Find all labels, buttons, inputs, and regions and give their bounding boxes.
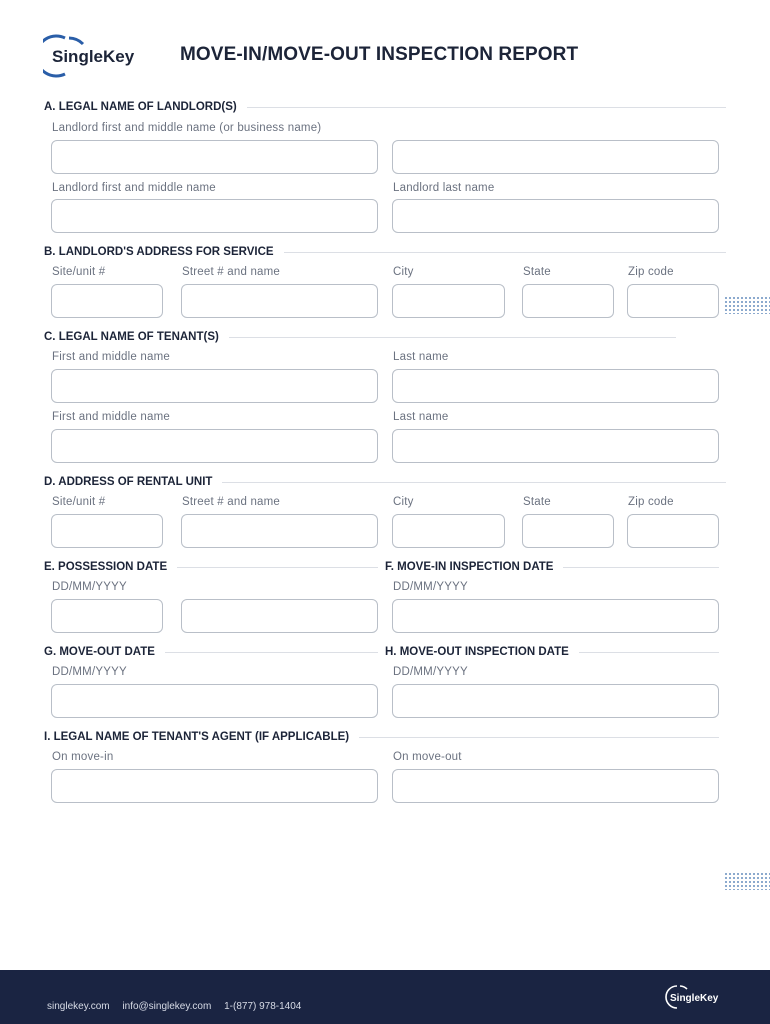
possession-date-input[interactable] <box>51 599 163 633</box>
possession-date-format: DD/MM/YYYY <box>52 581 127 593</box>
tenant-first-name-input[interactable] <box>51 369 378 403</box>
rental-street-label: Street # and name <box>182 496 281 508</box>
landlord-last-name-label: Landlord last name <box>393 182 495 194</box>
move-out-date-input[interactable] <box>51 684 378 718</box>
agent-move-in-label: On move-in <box>52 751 114 763</box>
tenant-first-name-label: First and middle name <box>52 351 170 363</box>
landlord-site-input[interactable] <box>51 284 163 318</box>
landlord-city-input[interactable] <box>392 284 505 318</box>
rental-state-input[interactable] <box>522 514 614 548</box>
landlord-state-label: State <box>523 266 551 278</box>
footer-phone: 1-(877) 978-1404 <box>224 1001 302 1012</box>
landlord-first-name-input[interactable] <box>51 199 378 233</box>
section-b-heading: B. LANDLORD'S ADDRESS FOR SERVICE <box>44 246 726 258</box>
possession-date-input-2[interactable] <box>181 599 378 633</box>
rental-site-input[interactable] <box>51 514 163 548</box>
move-in-inspection-date-format: DD/MM/YYYY <box>393 581 468 593</box>
landlord-last-name-input[interactable] <box>392 199 719 233</box>
footer-email-link[interactable]: info@singlekey.com <box>122 1001 212 1012</box>
section-d-heading: D. ADDRESS OF RENTAL UNIT <box>44 476 726 488</box>
footer-website-link[interactable]: singlekey.com <box>47 1001 110 1012</box>
section-h-heading: H. MOVE-OUT INSPECTION DATE <box>385 646 719 658</box>
tenant2-first-name-label: First and middle name <box>52 411 170 423</box>
rental-city-label: City <box>393 496 414 508</box>
landlord-zip-label: Zip code <box>628 266 674 278</box>
rental-street-input[interactable] <box>181 514 378 548</box>
section-g-heading: G. MOVE-OUT DATE <box>44 646 378 658</box>
landlord-state-input[interactable] <box>522 284 614 318</box>
rental-zip-label: Zip code <box>628 496 674 508</box>
singlekey-logo <box>43 34 153 78</box>
section-i-heading: I. LEGAL NAME OF TENANT'S AGENT (IF APPLICABLE) <box>44 731 719 743</box>
page-title: MOVE-IN/MOVE-OUT INSPECTION REPORT <box>180 44 579 65</box>
landlord-business-name-input[interactable] <box>51 140 378 174</box>
agent-move-out-input[interactable] <box>392 769 719 803</box>
landlord-first-name-label-2: Landlord first and middle name <box>52 182 216 194</box>
landlord-street-input[interactable] <box>181 284 378 318</box>
rental-site-label: Site/unit # <box>52 496 106 508</box>
landlord-site-label: Site/unit # <box>52 266 106 278</box>
footer-logo-text: SingleKey <box>670 993 719 1004</box>
landlord-city-label: City <box>393 266 414 278</box>
landlord-street-label: Street # and name <box>182 266 281 278</box>
section-a-heading: A. LEGAL NAME OF LANDLORD(S) <box>44 101 726 113</box>
move-in-inspection-date-input[interactable] <box>392 599 719 633</box>
section-f-heading: F. MOVE-IN INSPECTION DATE <box>385 561 719 573</box>
agent-move-out-label: On move-out <box>393 751 462 763</box>
tenant2-last-name-label: Last name <box>393 411 449 423</box>
move-out-inspection-date-format: DD/MM/YYYY <box>393 666 468 678</box>
move-out-date-format: DD/MM/YYYY <box>52 666 127 678</box>
landlord-zip-input[interactable] <box>627 284 719 318</box>
rental-zip-input[interactable] <box>627 514 719 548</box>
section-e-heading: E. POSSESSION DATE <box>44 561 378 573</box>
footer <box>0 970 770 1024</box>
move-out-inspection-date-input[interactable] <box>392 684 719 718</box>
rental-city-input[interactable] <box>392 514 505 548</box>
landlord-business-name-input-2[interactable] <box>392 140 719 174</box>
tenant-last-name-label: Last name <box>393 351 449 363</box>
footer-singlekey-logo <box>665 984 727 1010</box>
tenant-last-name-input[interactable] <box>392 369 719 403</box>
decorative-dots <box>724 296 770 314</box>
rental-state-label: State <box>523 496 551 508</box>
tenant2-first-name-input[interactable] <box>51 429 378 463</box>
landlord-first-name-label: Landlord first and middle name (or business name) <box>52 122 322 134</box>
section-c-heading: C. LEGAL NAME OF TENANT(S) <box>44 331 676 343</box>
tenant2-last-name-input[interactable] <box>392 429 719 463</box>
decorative-dots-2 <box>724 872 770 890</box>
agent-move-in-input[interactable] <box>51 769 378 803</box>
logo-text: SingleKey <box>52 47 135 66</box>
